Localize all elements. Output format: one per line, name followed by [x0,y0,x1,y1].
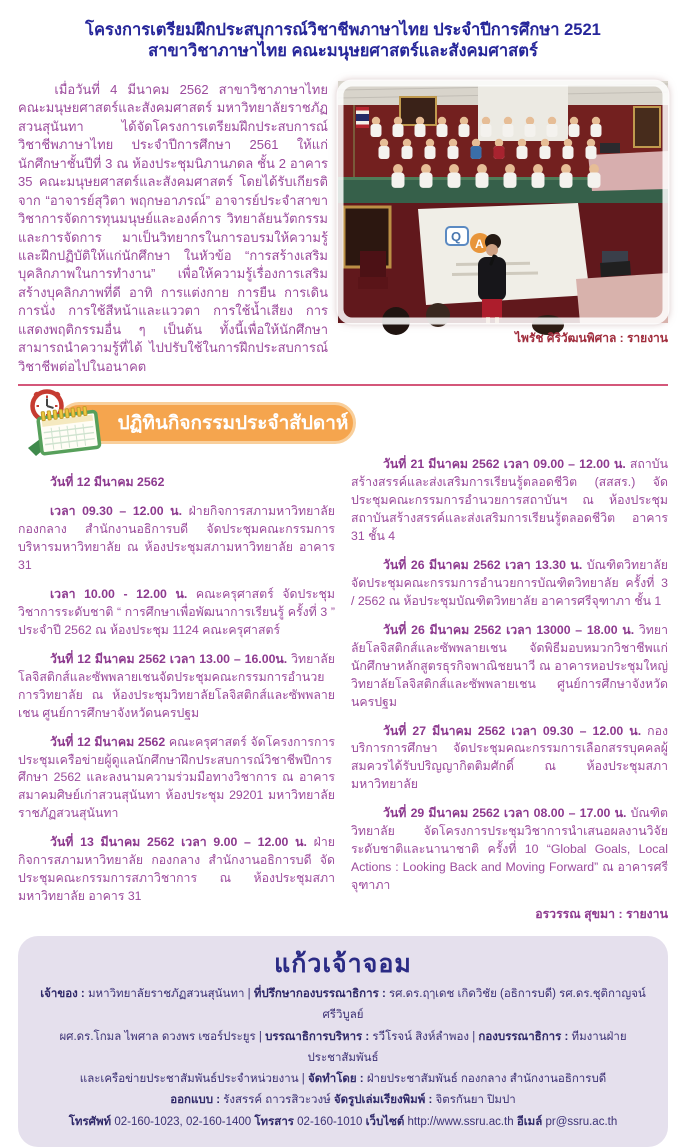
entry-lead: วันที่ 21 มีนาคม 2562 เวลา 09.00 – 12.00 น. [382,457,626,472]
entry-lead: วันที่ 26 มีนาคม 2562 เวลา 13.30 น. [382,557,583,572]
calendar-entry: วันที่ 21 มีนาคม 2562 เวลา 09.00 – 12.00 น. สถาบันสร้างสรรค์และส่งเสริมการเรียนรู้ตลอดชีวิต (สสสร.) จัดประชุมคณะกรรมการอำนวยการสถาบันฯ ณ ห้องประชุมสถาบันสร้างสรรค์และส่งเสริมการเรียนรู้ตลอดชีวิต อาคาร 31 ชั้น 4 [351,457,668,543]
footer-box [18,936,668,1147]
entry-lead: เวลา 10.00 - 12.00 น. [49,586,188,601]
calendar-entry: วันที่ 29 มีนาคม 2562 เวลา 08.00 – 17.00 น. บัณฑิตวิทยาลัย จัดโครงการประชุมวิชาการนำเสนอผลงานวิจัยระดับชาติและนานาชาติ ครั้งที่ 10 “Global Goals, Local Actions : Looking Back and Moving Forward” ณ อาคารศรีจุฑาภา [351,806,668,893]
entry-lead: วันที่ 26 มีนาคม 2562 เวลา 13000 – 18.00 น. [382,622,635,637]
entry-lead: วันที่ 12 มีนาคม 2562 [49,475,165,490]
footer-line: ออกแบบ : รังสรรค์ ถาวรสิวะวงษ์ จัดรูปเล่มเรียงพิมพ์ : จิตรกันยา ปิมปา [170,1094,516,1107]
svg-text:Q: Q [451,228,462,244]
event-photo [338,81,668,323]
title-line-2: สาขาวิชาภาษาไทย คณะมนุษยศาสตร์และสังคมศาสตร์ [148,42,538,61]
footer-line: โทรศัพท์ 02-160-1023, 02-160-1400 โทรสาร 02-160-1010 เว็บไซต์ http://www.ssru.ac.th อีเมล์ pr@ssru.ac.th [68,1115,618,1128]
footer-title: แก้วเจ้าจอม [274,951,412,979]
entry-lead: วันที่ 29 มีนาคม 2562 เวลา 08.00 – 17.00 น. [382,806,627,821]
calendar-entry [18,474,335,492]
footer-line: เจ้าของ : มหาวิทยาลัยราชภัฏสวนสุนันทา | ที่ปรึกษากองบรรณาธิการ : รศ.ดร.ฤๅเดช เกิดวิชัย (อธิการบดี) รศ.ดร.ชุติกาญจน์ ศรีวิบูลย์ [40,988,646,1022]
calendar-clock-icon [18,388,114,463]
footer-lines [38,984,648,1133]
section-divider [18,384,668,386]
page-content [0,81,686,924]
entry-lead: วันที่ 12 มีนาคม 2562 [49,734,166,749]
schedule-column-right-list [351,456,668,895]
schedule-byline: อรวรรณ สุขมา : รายงาน [535,907,668,922]
entry-lead: วันที่ 27 มีนาคม 2562 เวลา 09.30 – 12.00 น. [382,723,642,738]
entry-lead: วันที่ 13 มีนาคม 2562 เวลา 9.00 – 12.00 น. [49,835,307,850]
schedule-column-left [18,456,335,924]
calendar-entry: เวลา 09.30 – 12.00 น. ฝ่ายกิจการสภามหาวิทยาลัย กองกลาง สำนักงานอธิการบดี จัดประชุมคณะกรรมการบริหารมหาวิทยาลัย ณ ห้องประชุมสภามหาวิทยาลัย อาคาร 31 [18,504,336,572]
article-body: เมื่อวันที่ 4 มีนาคม 2562 สาขาวิชาภาษาไทย คณะมนุษยศาสตร์และสังคมศาสตร์ มหาวิทยาลัยราชภัฏสวนสุนันทา ได้จัดโครงการเตรียมฝึกประสบการณ์วิชาชีพภาษาไทย ประจำปีการศึกษา 2561 ให้แก่นักศึกษาชั้นปีที่ 3 ณ ห้องประชุมนิภานภดล ชั้น 2 อาคาร 35 คณะมนุษยศาสตร์และสังคมศาสตร์ โดยได้รับเกียรติจาก “อาจารย์สุวิตา พฤกษอาภรณ์” อาจารย์ประจำสาขาวิชาการจัดการทุนมนุษย์และองค์การ วิทยาลัยนวัตกรรมและการจัดการ มาเป็นวิทยากรในการอบรมให้ความรู้และฝึกปฏิบัติให้แก่นักศึกษา ในหัวข้อ “การสร้างเสริมบุคลิกภาพในการทำงาน” เพื่อให้ความรู้เรื่องการเสริมสร้างบุคลิกภาพที่ดี อาทิ การแต่งกาย การยืน การเดิน การนั่ง การใช้สีหน้าและแววตา การใช้น้ำเสียง การแสดงพฤติกรรมอื่น ๆ เป็นต้น ทั้งนี้เพื่อให้นักศึกษาสามารถนำความรู้ที่ได้ ไปปรับใช้ในการฝึกประสบการณ์วิชาชีพต่อไปในอนาคต [18,81,328,374]
calendar-entry: วันที่ 12 มีนาคม 2562 คณะครุศาสตร์ จัดโครงการการประชุมเครือข่ายผู้ดูแลนักศึกษาฝึกประสบการณ์วิชาชีพปีการศึกษา 2562 และลงนามความร่วมมือทางวิชาการ ณ อาคารสมาคมศิษย์เก่าสวนสุนันทา ห้องประชุม 29201 มหาวิทยาลัยราชภัฏสวนสุนันทา [18,734,335,821]
calendar-entry: วันที่ 12 มีนาคม 2562 เวลา 13.00 – 16.00น. วิทยาลัยโลจิสติกส์และซัพพลายเชนจัดประชุมคณะกรรมการอำนวยการวิทยาลัย ณ ห้องประชุมวิทยาลัยโลจิสติกส์และซัพพลายเชน ศูนย์การศึกษาจังหวัดนครปฐม [18,651,335,720]
calendar-entry: วันที่ 26 มีนาคม 2562 เวลา 13.30 น. บัณฑิตวิทยาลัย จัดประชุมคณะกรรมการอำนวยการบัณฑิตวิทยาลัย ครั้งที่ 3 / 2562 ณ ห้อประชุมบัณฑิตวิทยาลัย อาคารศรีจุฑาภา ชั้น 1 [351,557,669,608]
calendar-entry: วันที่ 27 มีนาคม 2562 เวลา 09.30 – 12.00 น. กองบริการการศึกษา จัดประชุมคณะกรรมการเลือกสรรบุคคลผู้สมควรได้รับปริญญากิตติมศักดิ์ ณ ห้องประชุมสภามหาวิทยาลัย [351,723,668,792]
entry-lead: เวลา 09.30 – 12.00 น. [49,504,183,519]
title-line-1: โครงการเตรียมฝึกประสบุการณ์วิชาชีพภาษาไทย ประจำปีการศึกษา 2521 [85,21,601,39]
svg-text:A: A [475,236,484,251]
schedule-column-right [351,456,668,924]
calendar-entry: วันที่ 13 มีนาคม 2562 เวลา 9.00 – 12.00 น. ฝ่ายกิจการสภามหาวิทยาลัย กองกลาง สำนักงานอธิการบดี จัดประชุมคณะกรรมการสภาวิชาการ ณ ห้องประชุมสภามหาวิทยาลัย อาคาร 31 [18,835,336,904]
article-section [18,81,668,376]
entry-lead: วันที่ 12 มีนาคม 2562 เวลา 13.00 – 16.00น. [49,651,288,666]
photo-column [338,81,668,376]
photo-caption: ไพรัช ศิริวัฒนพิศาล : รายงาน [514,330,668,345]
calendar-entry: วันที่ 26 มีนาคม 2562 เวลา 13000 – 18.00 น. วิทยาลัยโลจิสติกส์และซัพพลายเชน จัดพิธีมอบหมวกวิชาชีพแก่นักศึกษาหลักสูตรธุรกิจพาณิชยนาวี ณ อาคารหอประชุมใหญ่ วิทยาลัยโลจิสติกส์และซัพพลายเชน ศูนย์การศึกษาจังหวัดนครปฐม [351,622,668,709]
schedule-columns [18,456,668,924]
page-title [0,0,686,63]
calendar-entry: เวลา 10.00 - 12.00 น. คณะครุศาสตร์ จัดประชุมวิชาการระดับชาติ “ การศึกษาเพื่อพัฒนาการเรียนรู้ ครั้งที่ 3 ” ประจำปี 2562 ณ ห้องประชุม 1124 คณะครุศาสตร์ [18,586,335,637]
footer-line: ผศ.ดร.โกมล ไพศาล ดวงพร เซอร์ประยูร | บรรณาธิการบริหาร : รวีโรจน์ สิงห์ลำพอง | กองบรรณาธิการ : ทีมงานฝ่ายประชาสัมพันธ์ [59,1030,627,1064]
calendar-banner-label: ปฏิทินกิจกรรมประจำสัปดาห์ [117,413,349,435]
footer-line: และเครือข่ายประชาสัมพันธ์ประจำหน่วยงาน | จัดทำโดย : ฝ่ายประชาสัมพันธ์ กองกลาง สำนักงานอธิการบดี [79,1073,607,1086]
calendar-header [18,394,668,452]
